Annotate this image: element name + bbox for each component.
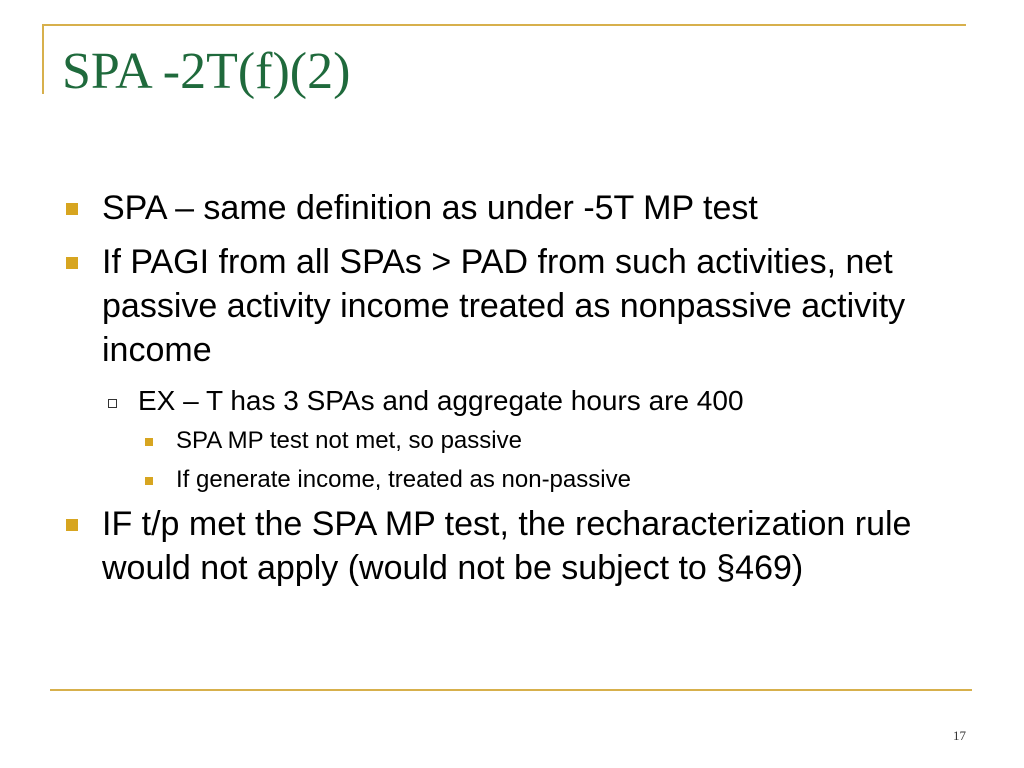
sub-sub-bullet-text: SPA MP test not met, so passive [176, 427, 522, 454]
slide-body [64, 186, 964, 600]
slide-title: SPA -2T(f)(2) [62, 43, 351, 100]
left-border-line [42, 24, 44, 94]
bullet-text: IF t/p met the SPA MP test, the recharacterization rule would not apply (would not be subject to §469) [102, 505, 912, 587]
square-bullet-icon [66, 519, 78, 531]
hollow-square-bullet-icon [108, 399, 117, 408]
square-bullet-icon [66, 203, 78, 215]
square-bullet-icon [145, 477, 153, 485]
top-border-line [42, 24, 966, 26]
sub-sub-bullet-item [64, 424, 964, 458]
bullet-list [64, 186, 964, 590]
bullet-text: SPA – same definition as under -5T MP test [102, 189, 758, 227]
square-bullet-icon [66, 257, 78, 269]
bullet-text: If PAGI from all SPAs > PAD from such activities, net passive activity income treated as nonpassive activity income [102, 243, 906, 369]
sub-sub-bullet-text: If generate income, treated as non-passive [176, 466, 631, 493]
bottom-border-line [50, 689, 972, 691]
sub-sub-bullet-item [64, 463, 964, 497]
bullet-item [64, 502, 964, 590]
sub-bullet-text: EX – T has 3 SPAs and aggregate hours are 400 [138, 385, 744, 416]
bullet-item [64, 186, 964, 230]
bullet-item [64, 240, 964, 372]
sub-bullet-item [64, 382, 964, 420]
page-number: 17 [953, 728, 966, 743]
square-bullet-icon [145, 438, 153, 446]
